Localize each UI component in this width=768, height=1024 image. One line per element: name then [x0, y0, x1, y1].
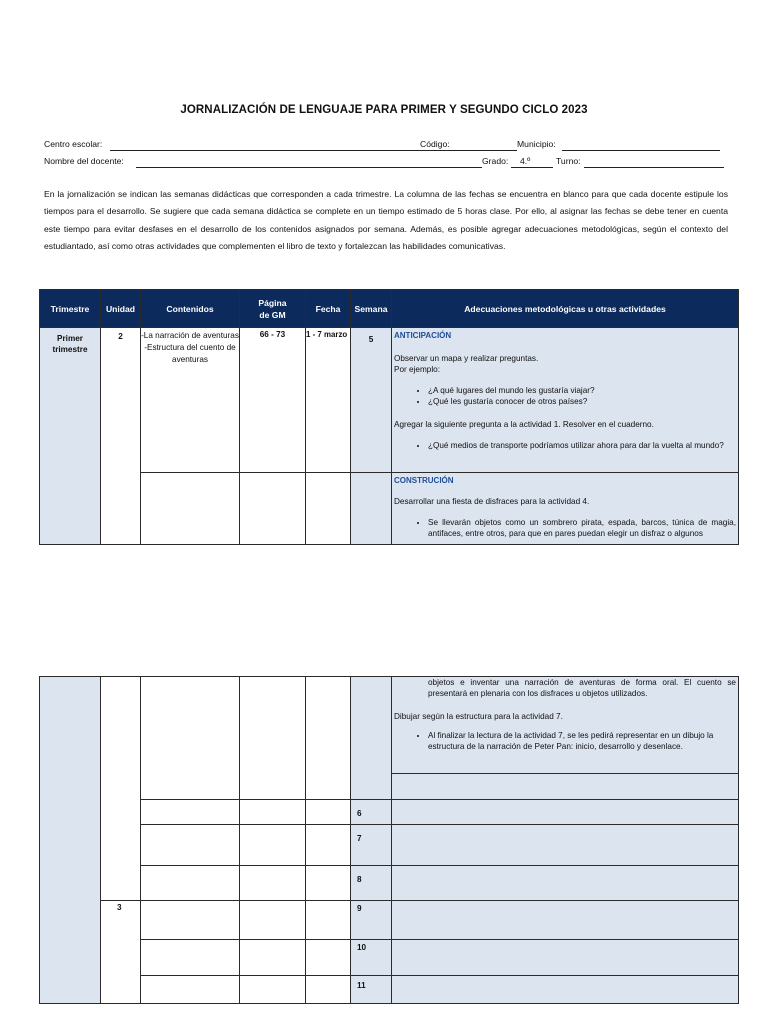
construccion-heading: CONSTRUCIÓN	[394, 476, 454, 485]
cell-semana: 6	[351, 800, 392, 825]
cell-actividades	[392, 825, 739, 866]
cell-semana: 7	[351, 825, 392, 866]
table-row	[40, 976, 739, 1004]
cell-unidad: 3	[101, 901, 141, 1004]
table-row	[40, 901, 739, 940]
anticipacion-line: Observar un mapa y realizar preguntas.	[394, 354, 539, 363]
grado-label: Grado:	[482, 156, 509, 166]
table-row	[40, 940, 739, 976]
cell-fecha	[306, 800, 351, 825]
cell-anticipacion	[392, 328, 739, 473]
cell-pagina	[240, 976, 306, 1004]
cell-pagina	[240, 800, 306, 825]
cell-actividades	[392, 866, 739, 901]
anticipacion-heading: ANTICIPACIÓN	[394, 331, 452, 340]
cell-pagina: 66 - 73	[240, 328, 306, 473]
table-row	[40, 677, 739, 774]
cell-pagina	[240, 866, 306, 901]
table-row	[40, 825, 739, 866]
header-adecuaciones: Adecuaciones metodológicas u otras actividades	[392, 290, 739, 328]
header-semana: Semana	[351, 290, 392, 328]
table-row	[40, 866, 739, 901]
contenido-item: -La narración de aventuras	[141, 331, 239, 340]
cell-actividades-cont	[392, 677, 739, 774]
continuation-line: Dibujar según la estructura para la actividad 7.	[394, 712, 563, 721]
cell-semana: 11	[351, 976, 392, 1004]
docente-field[interactable]	[136, 167, 482, 168]
list-item: objetos e inventar una narración de aventuras de forma oral. El cuento se presentará en plenaria con los disfraces u objetos utilizados.	[428, 678, 736, 698]
cell-contenidos	[141, 800, 240, 825]
centro-field[interactable]	[110, 150, 462, 151]
cell-contenidos	[141, 901, 240, 940]
cell-semana-empty	[351, 473, 392, 545]
grado-field[interactable]	[511, 167, 553, 168]
cell-contenidos	[141, 940, 240, 976]
plan-table-part2	[39, 676, 739, 1004]
cell-actividades	[392, 800, 739, 825]
anticipacion-line: Por ejemplo:	[394, 365, 440, 374]
cell-actividades	[392, 940, 739, 976]
form-row-teacher	[44, 156, 724, 170]
construccion-line: Desarrollar una fiesta de disfraces para la actividad 4.	[394, 497, 590, 506]
continuation-list	[394, 730, 736, 752]
table-row	[40, 328, 739, 473]
list-item: • ¿Qué medios de transporte podríamos utilizar ahora para dar la vuelta al mundo?	[428, 440, 736, 451]
table-row	[40, 473, 739, 545]
grado-value: 4.º	[520, 156, 531, 166]
cell-contenidos	[141, 976, 240, 1004]
cell-contenidos	[141, 866, 240, 901]
cell-construccion	[392, 473, 739, 545]
cell-fecha: 1 - 7 marzo	[306, 328, 351, 473]
cell-trimestre-cont	[40, 677, 101, 1004]
table-row	[40, 800, 739, 825]
cell-contenidos-cont	[141, 677, 240, 800]
cell-fecha	[306, 976, 351, 1004]
construccion-list	[394, 517, 736, 539]
codigo-field[interactable]	[455, 150, 517, 151]
cell-fecha-empty	[306, 473, 351, 545]
header-trimestre: Trimestre	[40, 290, 101, 328]
list-item: • Se llevarán objetos como un sombrero pirata, espada, barcos, túnica de magia, antifaces, entre otros, para que en pares puedan elegir un disfraz o algunos	[428, 517, 736, 539]
docente-label: Nombre del docente:	[44, 156, 124, 166]
list-item: • ¿Qué les gustaría conocer de otros países?	[428, 396, 736, 407]
list-item: • Al finalizar la lectura de la actividad 7, se les pedirá representar en un dibujo la estructura de la narración de Peter Pan: inicio, desarrollo y desenlace.	[428, 730, 736, 752]
cell-fecha	[306, 901, 351, 940]
contenido-item: -Estructura del cuento de aventuras	[144, 343, 236, 364]
cell-pagina-cont	[240, 677, 306, 800]
header-fecha: Fecha	[306, 290, 351, 328]
cell-actividades	[392, 901, 739, 940]
cell-fecha	[306, 940, 351, 976]
cell-pagina	[240, 940, 306, 976]
centro-label: Centro escolar:	[44, 139, 103, 149]
cell-contenidos-empty	[141, 473, 240, 545]
header-pagina: Página de GM	[240, 290, 306, 328]
cell-pagina-empty	[240, 473, 306, 545]
table-header-row	[40, 290, 739, 328]
cell-fecha	[306, 866, 351, 901]
form-row-school	[44, 139, 724, 153]
anticipacion-list	[394, 385, 736, 407]
header-contenidos: Contenidos	[141, 290, 240, 328]
header-unidad: Unidad	[101, 290, 141, 328]
anticipacion-line: Agregar la siguiente pregunta a la actividad 1. Resolver en el cuaderno.	[394, 420, 654, 429]
cell-actividades-empty	[392, 774, 739, 800]
cell-semana: 8	[351, 866, 392, 901]
codigo-label: Código:	[420, 139, 450, 149]
intro-paragraph: En la jornalización se indican las semanas didácticas que corresponden a cada trimestre. La columna de las fechas se encuentra en blanco para que cada docente estipule los tiempos para el desarrollo. Se sugiere que cada semana didáctica se complete en un tiempo estimado de 5 horas clase. Por ello, al asignar las fechas se debe tener en cuenta este tiempo para evitar desfases en el desarrollo de los contenidos asignados por semana. Además, es posible agregar adecuaciones metodológicas, según el contexto del estudiantado, así como otras actividades que complementen el libro de texto y fortalezcan las habilidades comunicativas.	[44, 189, 728, 252]
page-title: JORNALIZACIÓN DE LENGUAJE PARA PRIMER Y SEGUNDO CICLO 2023	[180, 104, 588, 116]
turno-field[interactable]	[584, 167, 724, 168]
municipio-label: Municipio:	[517, 139, 556, 149]
municipio-field[interactable]	[562, 150, 720, 151]
cell-fecha	[306, 825, 351, 866]
cell-actividades	[392, 976, 739, 1004]
list-item: • ¿A qué lugares del mundo les gustaría viajar?	[428, 385, 736, 396]
cell-pagina	[240, 901, 306, 940]
cell-semana-cont	[351, 677, 392, 800]
cell-unidad-cont	[101, 677, 141, 901]
cell-semana: 9	[351, 901, 392, 940]
cell-unidad: 2	[101, 328, 141, 545]
cell-contenidos	[141, 825, 240, 866]
cell-fecha-cont	[306, 677, 351, 800]
turno-label: Turno:	[556, 156, 581, 166]
cell-semana: 10	[351, 940, 392, 976]
plan-table-part1	[39, 289, 739, 545]
continuation-list	[394, 677, 736, 699]
cell-trimestre: Primer trimestre	[40, 328, 101, 545]
cell-semana: 5	[351, 328, 392, 473]
cell-contenidos	[141, 328, 240, 473]
cell-pagina	[240, 825, 306, 866]
anticipacion-list	[394, 440, 736, 451]
